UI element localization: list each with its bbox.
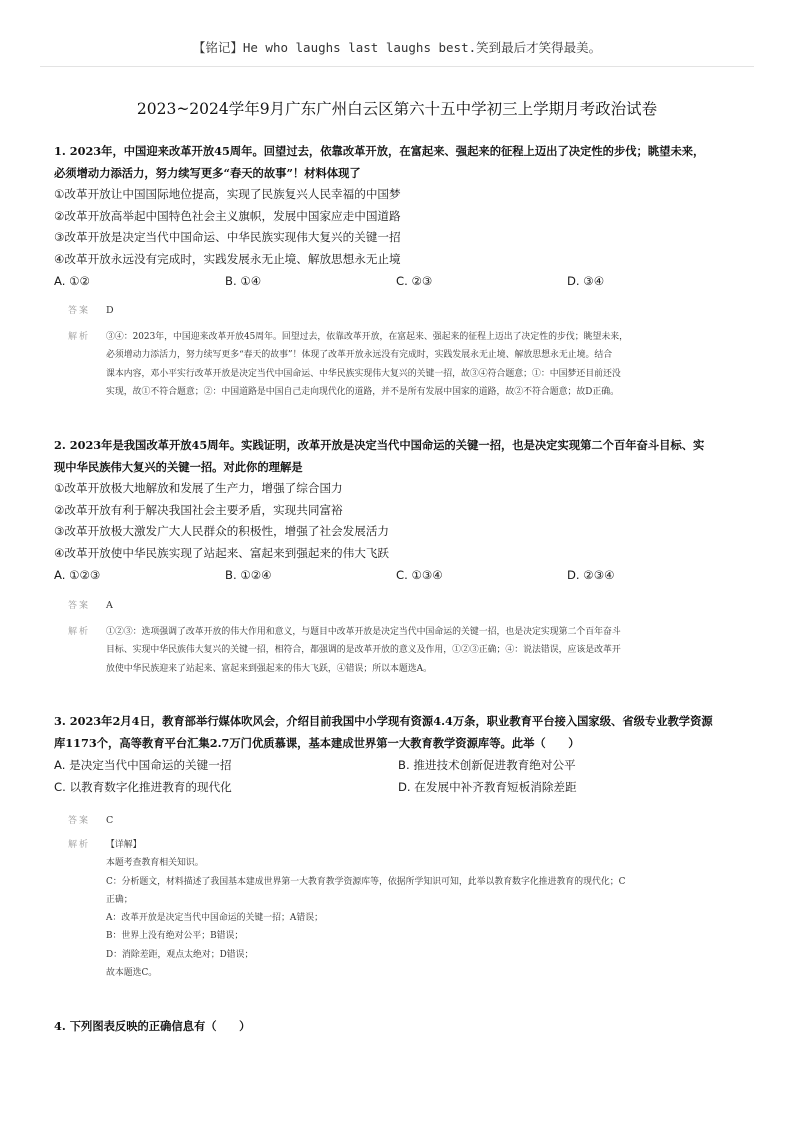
analysis-line: 目标、实现中华民族伟大复兴的关键一招，相符合，都强调的是改革开放的意义及作用，①②③正确；④：说法错误，应该是改革开 — [106, 645, 621, 656]
analysis-line: D：消除差距，观点太绝对；D错误； — [106, 949, 254, 960]
analysis-text — [106, 623, 621, 678]
analysis-line: 实现，故①不符合题意；②：中国道路是中国自己走向现代化的道路，并不是所有发展中国家的道路，故②不符合题意；故D正确。 — [106, 386, 619, 397]
analysis-text — [106, 328, 628, 401]
choice-c[interactable]: C. 以教育数字化推进教育的现代化 — [54, 780, 232, 794]
answer-label: 答案 — [68, 816, 91, 826]
stem-line: 库1173个，高等教育平台汇集2.7万门优质慕课，基本建成世界第一大教育教学资源库等。此举（ ） — [54, 736, 580, 750]
question-2-stem — [54, 434, 746, 478]
stem-line: 4. 下列图表反映的正确信息有（ ） — [54, 1019, 251, 1033]
statement-option: ②改革开放有利于解决我国社会主要矛盾，实现共同富裕 — [54, 502, 343, 517]
analysis-label: 解析 — [68, 332, 91, 342]
stem-line: 现中华民族伟大复兴的关键一招。对此你的理解是 — [54, 460, 303, 474]
analysis-line: ③④：2023年，中国迎来改革开放45周年。回望过去，依靠改革开放，在富起来、强起来的征程上迈出了决定性的步伐；眺望未来， — [106, 332, 628, 342]
stem-line: 2. 2023年是我国改革开放45周年。实践证明，改革开放是决定当代中国命运的关键一招，也是决定实现第二个百年奋斗目标、实 — [54, 438, 705, 452]
question-2-answer-block — [68, 597, 728, 615]
analysis-line: ①②③：选项强调了改革开放的伟大作用和意义，与题目中改革开放是决定当代中国命运的关键一招，也是决定实现第二个百年奋斗 — [106, 627, 621, 637]
question-1-answer-block — [68, 302, 728, 320]
question-3-answer-block — [68, 812, 728, 830]
analysis-line: 正确； — [106, 894, 133, 905]
answer-value: A — [106, 600, 113, 611]
question-1 — [54, 140, 746, 292]
stem-line: 3. 2023年2月4日，教育部举行媒体吹风会，介绍目前我国中小学现有资源4.4万条，职业教育平台接入国家级、省级专业教学资源 — [54, 714, 713, 728]
choice-a[interactable]: A. 是决定当代中国命运的关键一招 — [54, 758, 232, 772]
stem-line: 必须增动力添活力，努力续写更多“春天的故事”！材料体现了 — [54, 166, 361, 180]
question-4 — [54, 1015, 746, 1037]
header-motto: 【铭记】He who laughs last laughs best.笑到最后才笑得最美。 — [192, 40, 602, 55]
choice-b[interactable]: B. 推进技术创新促进教育绝对公平 — [398, 758, 576, 772]
analysis-line: 必须增动力添活力，努力续写更多“春天的故事”！体现了改革开放永远没有完成时，实践发展永无止境、解放思想永无止境。结合 — [106, 350, 613, 361]
statement-option: ④改革开放使中华民族实现了站起来、富起来到强起来的伟大飞跃 — [54, 545, 390, 560]
choice-b[interactable]: B. ①④ — [225, 274, 262, 288]
analysis-line: A：改革开放是决定当代中国命运的关键一招；A错误； — [106, 913, 323, 924]
analysis-line: C：分析题文，材料描述了我国基本建成世界第一大教育教学资源库等，依据所学知识可知，此举以教育数字化推进教育的现代化；C — [106, 876, 626, 887]
choice-a[interactable]: A. ①② — [54, 274, 90, 288]
statement-option: ②改革开放高举起中国特色社会主义旗帜，发展中国家应走中国道路 — [54, 208, 401, 223]
choice-d[interactable]: D. ②③④ — [567, 568, 615, 582]
statement-option: ③改革开放极大激发广大人民群众的积极性，增强了社会发展活力 — [54, 524, 390, 538]
choice-d[interactable]: D. 在发展中补齐教育短板消除差距 — [398, 780, 577, 794]
analysis-label: 解析 — [68, 627, 91, 637]
statement-option: ④改革开放永远没有完成时，实践发展永无止境、解放思想永无止境 — [54, 251, 401, 266]
question-3-stem — [54, 710, 746, 754]
statement-option: ①改革开放让中国国际地位提高，实现了民族复兴人民幸福的中国梦 — [54, 187, 401, 201]
analysis-line: 本题考查教育相关知识。 — [106, 858, 204, 869]
choice-c[interactable]: C. ②③ — [396, 274, 433, 288]
question-2-analysis-block — [68, 623, 728, 678]
question-3-analysis-block — [68, 836, 728, 982]
choice-a[interactable]: A. ①②③ — [54, 568, 101, 582]
question-1-analysis-block — [68, 328, 728, 401]
answer-value: D — [106, 305, 114, 316]
analysis-label: 解析 — [68, 840, 91, 850]
choice-c[interactable]: C. ①③④ — [396, 568, 443, 582]
analysis-line: 故本题选C。 — [106, 968, 158, 979]
answer-label: 答案 — [68, 306, 91, 316]
page-title: 2023~2024学年9月广东广州白云区第六十五中学初三上学期月考政治试卷 — [136, 100, 658, 118]
question-2 — [54, 434, 746, 586]
analysis-line: 【详解】 — [106, 840, 142, 850]
question-1-options — [54, 184, 746, 270]
question-3-choices-row-1 — [54, 754, 746, 776]
statement-option: ①改革开放极大地解放和发展了生产力，增强了综合国力 — [54, 481, 343, 495]
question-1-choices — [54, 270, 746, 292]
answer-value: C — [106, 815, 114, 826]
question-3-choices-row-2 — [54, 776, 746, 798]
question-3 — [54, 710, 746, 798]
question-1-stem — [54, 140, 746, 184]
statement-option: ③改革开放是决定当代中国命运、中华民族实现伟大复兴的关键一招 — [54, 230, 401, 244]
analysis-line: B：世界上没有绝对公平；B错误； — [106, 931, 244, 942]
answer-label: 答案 — [68, 601, 91, 611]
analysis-text — [106, 836, 625, 982]
choice-b[interactable]: B. ①②④ — [225, 568, 272, 582]
choice-d[interactable]: D. ③④ — [567, 274, 605, 288]
header-divider — [40, 66, 754, 67]
stem-line: 1. 2023年，中国迎来改革开放45周年。回望过去，依靠改革开放，在富起来、强起来的征程上迈出了决定性的步伐；眺望未来， — [54, 144, 705, 158]
question-4-stem — [54, 1015, 746, 1037]
question-2-choices — [54, 564, 746, 586]
analysis-line: 放使中华民族迎来了站起来、富起来到强起来的伟大飞跃，④错误；所以本题选A。 — [106, 663, 432, 674]
analysis-line: 课本内容，邓小平实行改革开放是决定当代中国命运、中华民族实现伟大复兴的关键一招，故③④符合题意；①：中国梦还目前还没 — [106, 368, 621, 379]
question-2-options — [54, 478, 746, 564]
